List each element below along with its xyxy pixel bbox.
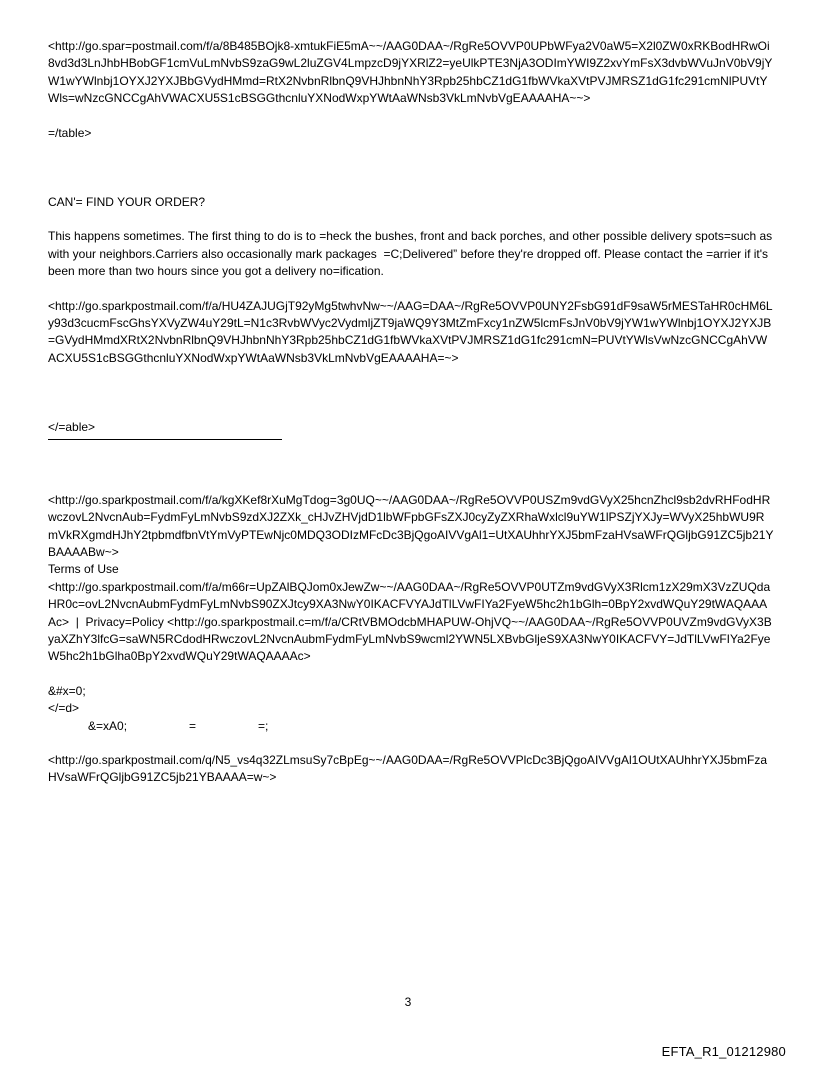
tracking-link-block-2[interactable]: <http://go.sparkpostmail.com/f/a/HU4ZAJUGjT92yMg5twhvNw~~/AAG=DAA~/RgRe5OVVP0UNY2FsbG91dF9saW5rMESTaHR0cHM6Ly93d3cucmFscGhsYXVyZW4uY29tL=N1c3RvbWVyc2VydmljZT9jaWQ9Y3MtZmFxcy1nZW5lcmFsJnV0bV9jYW1wYWlnbj1OYXJ2YXJB=GVydHMmdXRtX2NvbnRlbnQ9VHJhbnNhY3Rpb25hbCZ1dG1fbWVkaXVtPVJMRSZ1dG1fc291cmN=PUVtYWlsVwNzcGNCCgAhVWACXU5S1cBSGGthcnluYXNodWxpYWtAaWNsb3VkLmNvbVgEAAAAHA=~> [48,298,773,365]
terms-and-privacy-links[interactable] [48,579,774,666]
tracking-link-block-1[interactable]: <http://go.spar=postmail.com/f/a/8B485BOjk8-xmtukFiE5mA~~/AAG0DAA~/RgRe5OVVP0UPbWFya2V0aW5=X2l0ZW0xRKBodHRwOi8vd3d3LnJhbHBobGF1cmVuLmNvbS9zaG9wL2luZGV4LmpzcD9jYXRlZ2=yeUlkPTE3NjA3ODImYWI9Z2xvYmFsX3dvbWVuJnV0bV9jYW1wYWlnbj1OYXJ2YXJBbGVydHMmd=RtX2NvbnRlbnQ9VHJhbnNhY3Rpb25hbCZ1dG1fbWVkaXVtPVJMRSZ1dG1fc291cmNlPUVtYWls=wNzcGNCCgAhVWACXU5S1cBSGGthcnluYXNodWxpYWtAaWNsb3VkLmNvbVgEAAAAHA~~> [48,39,773,106]
html-entity-fragment: &#x=0; [48,683,86,698]
nbsp-fragment-line [48,718,774,735]
page-number: 3 [404,995,412,1009]
section-heading: CAN'= FIND YOUR ORDER? [48,195,206,210]
equals-fragment: = [189,718,197,733]
delivery-help-text: This happens sometimes. The first thing to do is to =heck the bushes, front and back porches, and other possible delivery spots=such as with your neighbors.Carriers also occasionally mark packages =C;Delivered” before they're dropped off. Please contact the =arrier if it's been more than two hours since you got a delivery no=ification. [48,229,776,279]
terms-of-use-link[interactable]: <http://go.sparkpostmail.com/f/a/m66r=UpZAlBQJom0xJewZw~~/AAG0DAA~/RgRe5OVVP0UTZm9vdGVyX3Rlcm1zX29mX3VzZUQdaHR0c=ovL2NvcnAubmFydmFyLmNvbS90ZXJtcy9XA3NwY0IKACFVYAJdTlLVwFIYa2FyeW5hc2h1bGlh=0BpY2xvdWQuY29tWAQAAAAc> [48,579,771,629]
terms-of-use-label: Terms of Use [48,562,119,577]
nbsp-entity: &=xA0; [88,718,128,733]
privacy-policy-link[interactable]: Privacy=Policy <http://go.sparkpostmail.c=m/f/a/CRtVBMOdcbMHAPUW-OhjVQ~~/AAG0DAA~/RgRe5OVVP0UVZm9vdGVyX3ByaXZhY3lfcG=saWN5RCdodHRwczovL2NvcnAubmFydmFyLmNvbS9wcml2YWN5LXBvbGljeS9XA3NwY0IKACFVY=JdTlLVwFIYa2FyeW5hc2h1bGlha0BpY2xvdWQuY29tWAQAAAAc> [48,614,772,664]
tracking-link-block-3[interactable]: <http://go.sparkpostmail.com/f/a/kgXKef8rXuMgTdog=3g0UQ~~/AAG0DAA~/RgRe5OVVP0USZm9vdGVyX25hcnZhcl9sb2dvRHFodHRwczovL2NvcnAub=FydmFyLmNvbS9zdXJ2ZXk_cHJvZHVjdD1lbWFpbGFsZXJ0cyZyZXRhaWxlcl9uYW1lPSZjYXJy=WVyX25hbWU9RmVkRXgmdHJhY2tpbmdfbnVtYmVyPTEwNjc0MDQ3ODIzMFcDc3BjQgoAIVVgAl1=UtXAUhhrYXJ5bmFzaHVsaWFrQGljbG91ZC5jb21YBAAAABw~> [48,492,774,559]
html-td-close-fragment: </=d> [48,701,80,716]
equals-semicolon-fragment: =; [258,718,269,733]
horizontal-rule [48,439,282,440]
email-printout-body [48,38,774,787]
html-table-close-fragment: =/table> [48,125,92,140]
document-id-stamp: EFTA_R1_01212980 [661,1044,786,1059]
link-separator: | [75,614,79,629]
html-table-close-fragment-2: </=able> [48,420,96,435]
tracking-link-block-4[interactable]: <http://go.sparkpostmail.com/q/N5_vs4q32ZLmsuSy7cBpEg~~/AAG0DAA=/RgRe5OVVPlcDc3BjQgoAIVVgAl1OUtXAUhhrYXJ5bmFzaHVsaWFrQGljbG91ZC5jb21YBAAAA=w~> [48,752,768,785]
